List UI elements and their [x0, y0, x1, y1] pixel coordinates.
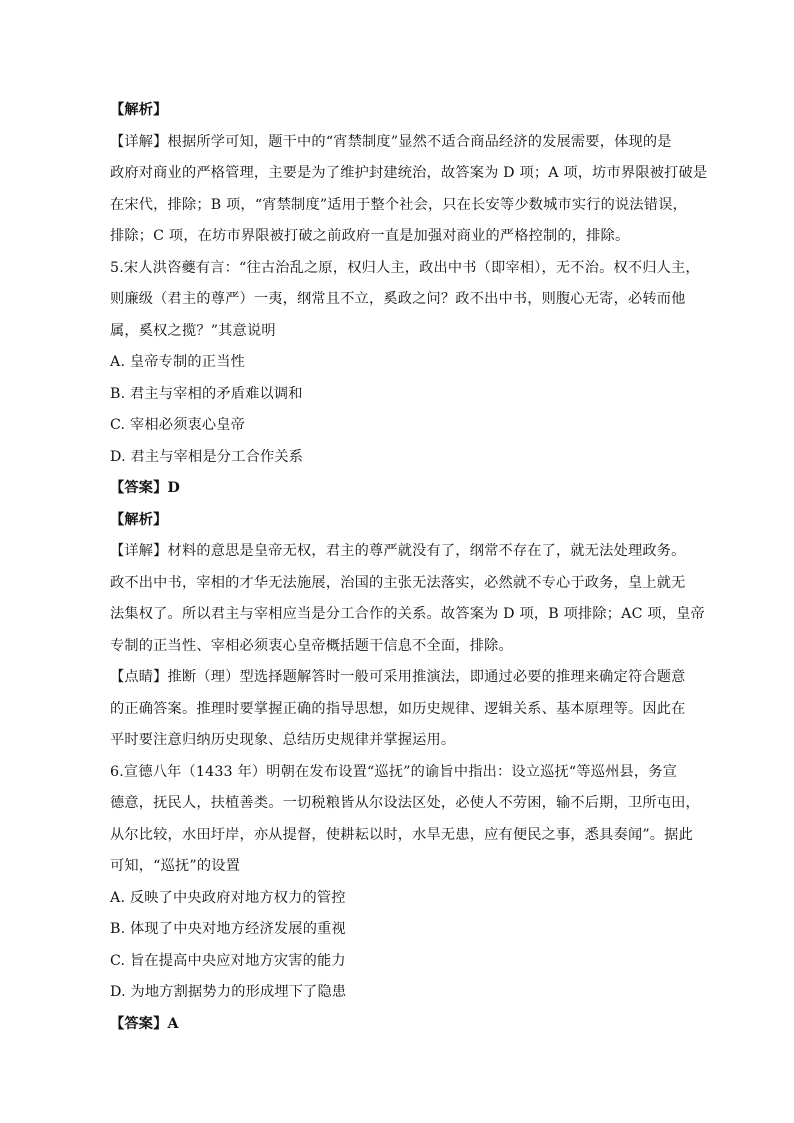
answer-heading: 【答案】D: [110, 480, 181, 496]
text-line: 政府对商业的严格管理，主要是为了维护封建统治，故答案为 D 项；A 项，坊市界限被打破是: [110, 165, 708, 181]
text-line: 【点睛】推断（理）型选择题解答时一般可采用推演法，即通过必要的推理来确定符合题意: [110, 669, 686, 685]
question-6: [110, 757, 700, 883]
option-d: D. 君主与宰相是分工合作关系: [110, 448, 304, 465]
text-line: 法集权了。所以君主与宰相应当是分工合作的关系。故答案为 D 项，B 项排除；AC 项，皇帝: [110, 606, 705, 622]
text-line: 的正确答案。推理时要掌握正确的指导思想，如历史规律、逻辑关系、基本原理等。因此在: [110, 700, 686, 717]
text-line: 5.宋人洪咨夔有言：“往古治乱之原，权归人主，政出中书（即宰相），无不治。权不归人主，: [110, 259, 700, 276]
text-line: 在宋代，排除；B 项，“宵禁制度”适用于整个社会，只在长安等少数城市实行的说法错误，: [110, 196, 687, 213]
analysis-heading: 【解析】: [110, 102, 168, 118]
text-line: 属，奚权之揽？”其意说明: [110, 322, 276, 339]
text-line: 【详解】材料的意思是皇帝无权，君主的尊严就没有了，纲常不存在了，就无法处理政务。: [110, 543, 686, 559]
text-line: 专制的正当性、宰相必须衷心皇帝概括题干信息不全面，排除。: [110, 637, 513, 654]
text-line: 平时要注意归纳历史现象、总结历史规律并掌握运用。: [110, 732, 456, 748]
explanation-paragraph: [110, 536, 705, 662]
text-line: 6.宣德八年（1433 年）明朝在发布设置“巡抚”的谕旨中指出：设立巡抚“等巡州县，务宣: [110, 763, 678, 780]
option-c: C. 宰相必须衷心皇帝: [110, 417, 246, 433]
option-a: A. 皇帝专制的正当性: [110, 354, 245, 370]
option-b: B. 君主与宰相的矛盾难以调和: [110, 385, 303, 402]
option-c: C. 旨在提高中央应对地方灾害的能力: [110, 952, 346, 969]
analysis-heading: 【解析】: [110, 511, 168, 528]
text-line: 可知，“巡抚”的设置: [110, 858, 241, 874]
option-a: A. 反映了中央政府对地方权力的管控: [110, 889, 346, 906]
answer-heading: 【答案】A: [110, 1015, 179, 1032]
text-line: 从尔比较，水田圩岸，亦从提督，使耕耘以时，水旱无患，应有便民之事，悉具奏闻”。据此: [110, 826, 693, 843]
option-d: D. 为地方割据势力的形成埋下了隐患: [110, 984, 347, 1000]
text-line: 德意，抚民人，扶植善类。一切税粮皆从尔设法区处，必使人不劳困，输不后期，卫所屯田，: [110, 795, 700, 811]
document-page: [110, 95, 708, 1040]
explanation-paragraph: [110, 127, 708, 253]
text-line: 【详解】根据所学可知，题干中的“宵禁制度”显然不适合商品经济的发展需要，体现的是: [110, 133, 672, 150]
text-line: 则廉级（君主的尊严）一夷，纲常且不立，奚政之问？政不出中书，则腹心无寄，必转而他: [110, 291, 686, 307]
option-b: B. 体现了中央对地方经济发展的重视: [110, 921, 346, 937]
text-line: 排除；C 项，在坊市界限被打破之前政府一直是加强对商业的严格控制的，排除。: [110, 228, 630, 244]
tip-paragraph: [110, 662, 694, 757]
question-5: [110, 253, 700, 348]
text-line: 政不出中书，宰相的才华无法施展，治国的主张无法落实，必然就不专心于政务，皇上就无: [110, 574, 686, 591]
